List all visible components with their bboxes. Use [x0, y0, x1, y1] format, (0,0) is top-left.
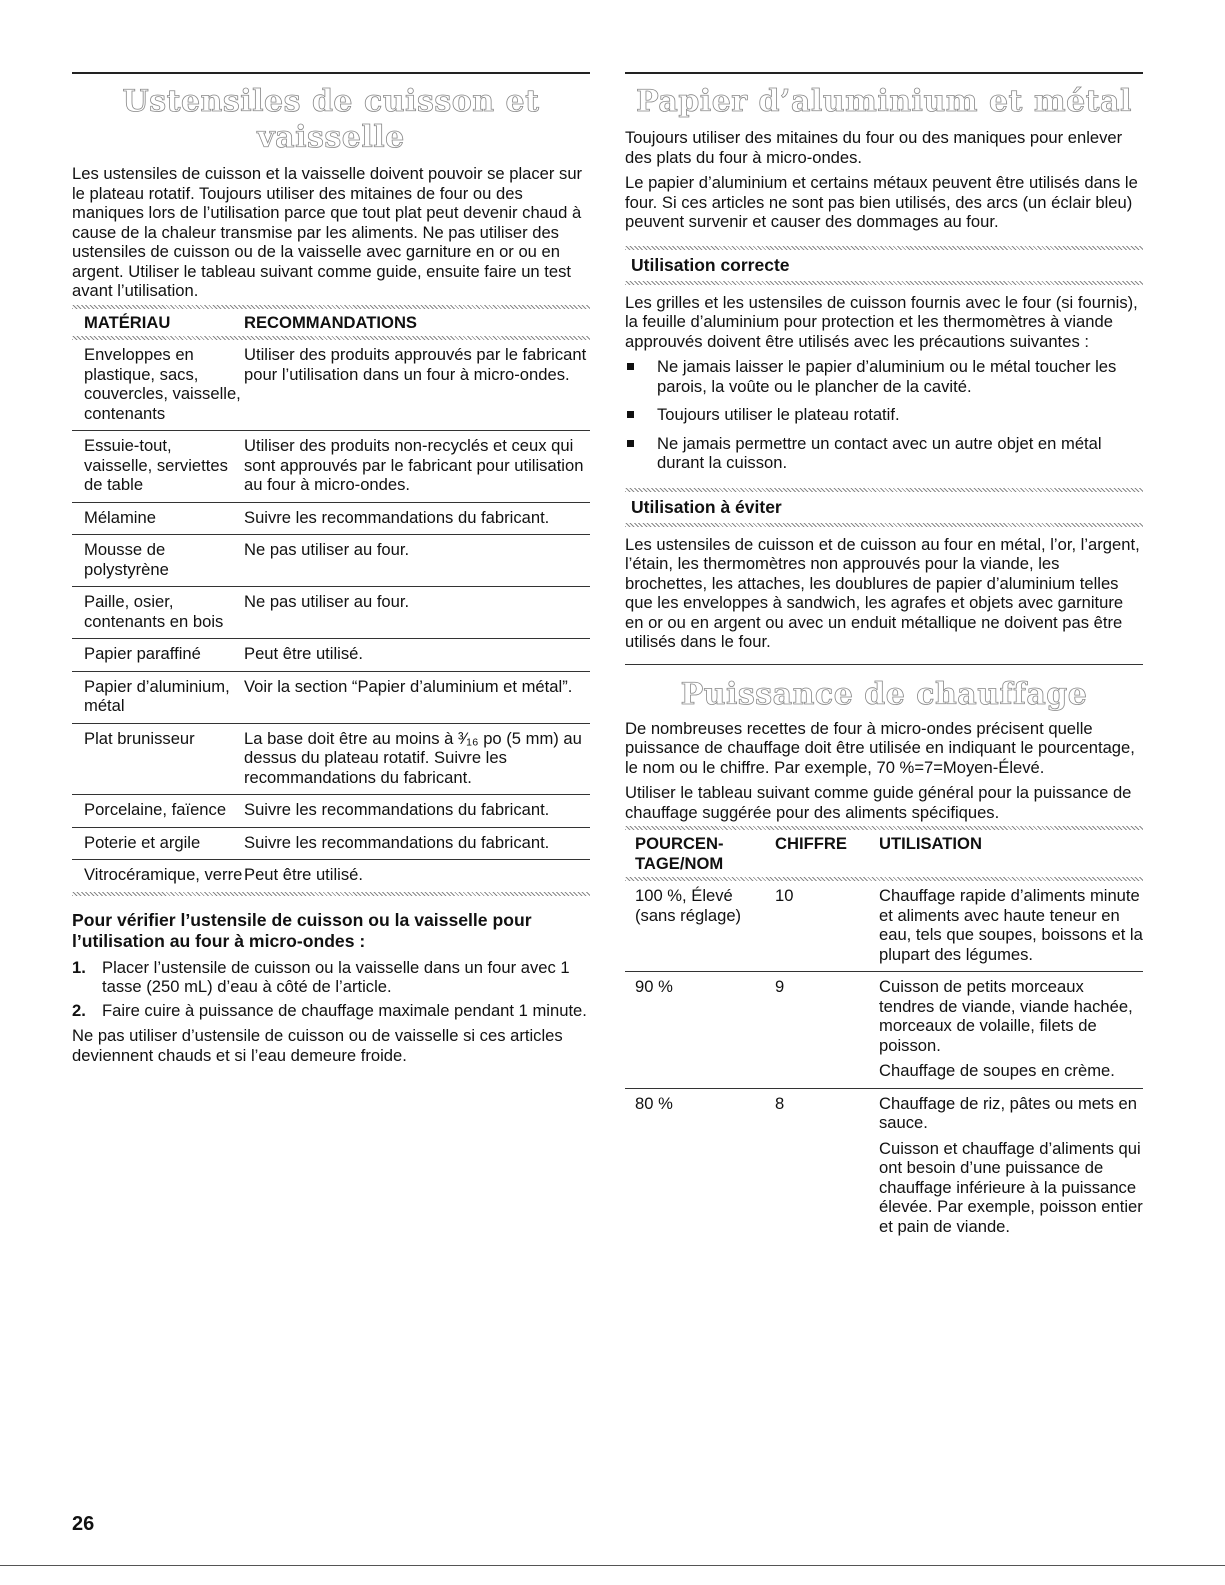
foil-paragraph-2: Le papier d’aluminium et certains métaux peuvent être utilisés dans le four. Si ces articles ne sont pas bien utilisés, des arcs (un éclair bleu) peuvent survenir et causer des dommages au four.: [625, 173, 1138, 231]
material-row: [72, 795, 590, 828]
material-name: Mélamine: [72, 502, 244, 535]
material-table-body: [72, 340, 590, 892]
material-recommendation: Peut être utilisé.: [244, 639, 590, 672]
material-row: [72, 340, 590, 431]
power-usage-paragraph: Cuisson et chauffage d’aliments qui ont besoin d’une puissance de chauffage inférieure à la puissance élevée. Par exemple, poisson entier et pain de viande.: [879, 1138, 1143, 1236]
power-section-title: Puissance de chauffage: [680, 676, 1088, 712]
material-name: Paille, osier, contenants en bois: [72, 587, 244, 639]
precaution-item: Ne jamais permettre un contact avec un autre objet en métal durant la cuisson.: [625, 434, 1143, 473]
material-recommendation: Ne pas utiliser au four.: [244, 535, 590, 587]
material-recommendation: Suivre les recommandations du fabricant.: [244, 502, 590, 535]
test-step: [72, 1001, 590, 1021]
material-row: [72, 502, 590, 535]
correct-use-heading: Utilisation correcte: [631, 254, 790, 275]
material-row: [72, 587, 590, 639]
material-recommendation: Suivre les recommandations du fabricant.: [244, 795, 590, 828]
material-recommendation: Suivre les recommandations du fabricant.: [244, 827, 590, 860]
power-row: [625, 972, 1143, 1089]
material-row: [72, 671, 590, 723]
material-recommendation: Utiliser des produits non-recyclés et ceux qui sont approuvés par le fabricant pour utilisation au four à micro-ondes.: [244, 431, 590, 503]
precaution-item: Toujours utiliser le plateau rotatif.: [625, 405, 1143, 425]
material-name: Mousse de polystyrène: [72, 535, 244, 587]
material-recommendation: Peut être utilisé.: [244, 865, 363, 884]
material-row: [72, 431, 590, 503]
material-recommendation: La base doit être au moins à ³⁄₁₆ po (5 mm) au dessus du plateau rotatif. Suivre les recommandations du fabricant.: [244, 723, 590, 795]
header-material: MATÉRIAU: [84, 312, 171, 332]
power-percentage: 90 %: [625, 972, 775, 1089]
test-heading: Pour vérifier l’ustensile de cuisson ou la vaisselle pour l’utilisation au four à micro-ondes :: [72, 909, 532, 951]
step-text: Faire cuire à puissance de chauffage maximale pendant 1 minute.: [102, 1000, 587, 1020]
material-name: Plat brunisseur: [72, 723, 244, 795]
right-column: [625, 0, 1143, 1243]
test-steps: [72, 958, 590, 1021]
material-name: Enveloppes en plastique, sacs, couvercles, vaisselle, contenants: [72, 340, 244, 431]
power-number: 10: [775, 881, 879, 972]
test-step: [72, 958, 590, 997]
step-text: Placer l’ustensile de cuisson ou la vaisselle dans un four avec 1 tasse (250 mL) d’eau à côté de l’article.: [102, 957, 570, 996]
material-name: Papier paraffiné: [72, 639, 244, 672]
material-name: Vitrocéramique, verre: [84, 865, 243, 884]
material-name: Essuie-tout, vaisselle, serviettes de table: [72, 431, 244, 503]
power-row: [625, 1088, 1143, 1243]
power-usage-paragraph: Cuisson de petits morceaux tendres de viande, viande hachée, morceaux de volaille, filets de poisson.: [879, 977, 1133, 1055]
header-usage: UTILISATION: [879, 834, 982, 853]
power-usage-paragraph: Chauffage rapide d’aliments minute et aliments avec haute teneur en eau, tels que soupes, boissons et la plupart des légumes.: [879, 886, 1143, 964]
material-recommendation: Utiliser des produits approuvés par le fabricant pour l’utilisation dans un four à micro-ondes.: [244, 340, 590, 431]
power-row: [625, 881, 1143, 972]
power-usage: [879, 881, 1143, 972]
material-row: [72, 535, 590, 587]
material-row: [72, 827, 590, 860]
power-percentage: 80 %: [635, 1093, 673, 1113]
power-paragraph-2: Utiliser le tableau suivant comme guide général pour la puissance de chauffage suggérée pour des aliments spécifiques.: [625, 783, 1132, 822]
header-number: CHIFFRE: [775, 834, 847, 853]
left-column: [72, 0, 590, 1065]
avoid-use-paragraph: Les ustensiles de cuisson et de cuisson au four en métal, l’or, l’argent, l’étain, les thermomètres non approuvés pour la viande, les brochettes, les attaches, les doublures de papier d’aluminium telles que les enveloppes à sandwich, les agrafes et objets avec garniture en or ou en argent ou avec un enduit métallique ne doivent pas être utilisés dans le four.: [625, 534, 1140, 651]
cookware-section-title: Ustensiles de cuisson et vaisselle: [122, 84, 540, 155]
material-row: [72, 723, 590, 795]
material-name: Papier d’aluminium, métal: [72, 671, 244, 723]
material-recommendation: Voir la section “Papier d’aluminium et métal”.: [244, 671, 590, 723]
material-table: [72, 309, 590, 337]
power-usage: [879, 1088, 1143, 1243]
power-table: [625, 881, 1143, 1243]
header-recommendations: RECOMMANDATIONS: [244, 312, 417, 332]
correct-use-paragraph: Les grilles et les ustensiles de cuisson fournis avec le four (si fournis), la feuille d’aluminium pour protection et les thermomètres à viande approuvés doivent être utilisés avec les précautions suivantes :: [625, 292, 1138, 351]
power-paragraph-1: De nombreuses recettes de four à micro-ondes précisent quelle puissance de chauffage doit être utilisée en indiquant le pourcentage, le nom ou le chiffre. Par exemple, 70 %=7=Moyen-Élevé.: [625, 718, 1135, 777]
material-recommendation: Ne pas utiliser au four.: [244, 587, 590, 639]
power-usage-paragraph: Chauffage de riz, pâtes ou mets en sauce.: [879, 1093, 1137, 1132]
precaution-list: [625, 357, 1143, 473]
test-closing: Ne pas utiliser d’ustensile de cuisson ou de vaisselle si ces articles deviennent chauds et si l’eau demeure froide.: [72, 1026, 563, 1065]
foil-section-title: Papier d’aluminium et métal: [636, 84, 1132, 119]
material-name: Porcelaine, faïence: [72, 795, 244, 828]
page-number: 26: [72, 1513, 95, 1535]
material-name: Poterie et argile: [72, 827, 244, 860]
power-usage: [879, 972, 1143, 1089]
material-table-header: [72, 309, 590, 337]
header-percentage: POURCEN-TAGE/NOM: [635, 834, 724, 873]
precaution-item: Ne jamais laisser le papier d’aluminium ou le métal toucher les parois, la voûte ou le plancher de la cavité.: [625, 357, 1143, 396]
cookware-intro: Les ustensiles de cuisson et la vaisselle doivent pouvoir se placer sur le plateau rotatif. Toujours utiliser des mitaines de four ou des maniques lors de l’utilisation parce que tout plat peut devenir chaud à cause de la chaleur transmise par les aliments. Ne pas utiliser des ustensiles de cuisson ou de la vaisselle avec garniture en or ou en argent. Utiliser le tableau suivant comme guide, ensuite faire un test avant l’utilisation.: [72, 164, 583, 300]
power-table-header: [625, 830, 1143, 877]
material-row: [72, 860, 590, 892]
avoid-use-heading: Utilisation à éviter: [631, 496, 782, 517]
power-percentage: 100 %, Élevé (sans réglage): [625, 881, 775, 972]
foil-paragraph-1: Toujours utiliser des mitaines du four ou des maniques pour enlever des plats du four à micro-ondes.: [625, 128, 1123, 167]
step-number: 1.: [72, 957, 86, 977]
power-number: 9: [775, 972, 879, 1089]
power-number: 8: [775, 1093, 785, 1113]
step-number: 2.: [72, 1000, 86, 1020]
material-row: [72, 639, 590, 672]
bottom-rule: [0, 1565, 1225, 1566]
power-usage-paragraph: Chauffage de soupes en crème.: [879, 1061, 1115, 1080]
